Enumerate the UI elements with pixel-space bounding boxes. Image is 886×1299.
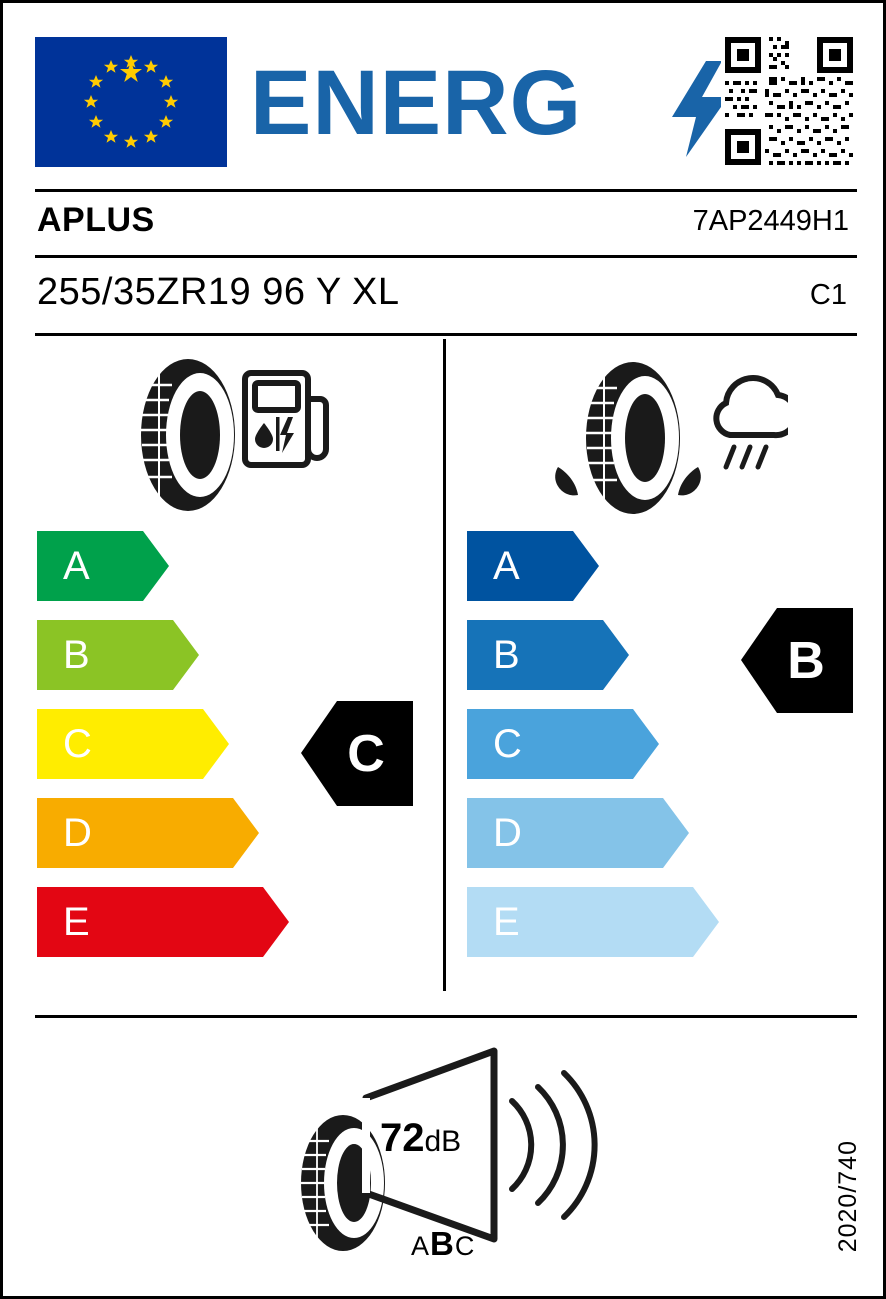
fuel-selected-letter: C [347, 724, 385, 783]
noise-unit: dB [424, 1125, 462, 1158]
wet-grade-b-letter: B [493, 633, 520, 677]
sound-waves-icon [512, 1073, 595, 1217]
tyre-class: C1 [809, 279, 847, 311]
fuel-grade-e-letter: E [63, 900, 90, 944]
noise-class-a: A [411, 1231, 431, 1261]
wet-grade-c [467, 709, 719, 779]
divider-2 [35, 255, 857, 258]
sku-code: 7AP2449H1 [692, 205, 849, 237]
fuel-grade-a-letter: A [63, 544, 90, 588]
wet-selected-letter: B [787, 631, 825, 690]
fuel-efficiency-scale [37, 531, 289, 976]
fuel-grade-b-letter: B [63, 633, 90, 677]
wet-grade-c-letter: C [493, 722, 522, 766]
divider-4 [35, 1015, 857, 1018]
noise-section [288, 1043, 608, 1262]
wet-grade-e [467, 887, 719, 957]
wet-grip-pictogram [538, 355, 788, 520]
fuel-grade-d-letter: D [63, 811, 92, 855]
fuel-grade-d [37, 798, 289, 868]
noise-class-c: C [454, 1231, 476, 1261]
noise-value: 72 [380, 1116, 425, 1160]
rain-cloud-icon [716, 378, 788, 467]
fuel-grade-a [37, 531, 289, 601]
energ-wordmark: ENERG [250, 52, 583, 154]
noise-class-b: B [430, 1225, 455, 1262]
wet-grade-d-letter: D [493, 811, 522, 855]
wet-grade-a [467, 531, 719, 601]
tyre-icon [301, 1115, 385, 1251]
eu-flag-icon [35, 37, 227, 167]
noise-value-group [380, 1118, 461, 1158]
label-header [35, 33, 857, 171]
wet-grade-b [467, 620, 719, 690]
fuel-grade-b [37, 620, 289, 690]
wet-grade-e-letter: E [493, 900, 520, 944]
wet-selected-marker [741, 608, 853, 713]
divider-vertical [443, 339, 446, 991]
fuel-grade-c-letter: C [63, 722, 92, 766]
fuel-efficiency-pictogram [128, 355, 333, 515]
divider-3 [35, 333, 857, 336]
fuel-selected-marker [301, 701, 413, 806]
tyre-splash-icon [555, 362, 701, 514]
fuel-pump-icon [245, 373, 326, 465]
noise-class-scale [411, 1225, 475, 1263]
divider-1 [35, 189, 857, 192]
regulation-code: 2020/740 [834, 1139, 862, 1252]
brand-name: APLUS [37, 201, 155, 239]
fuel-grade-c [37, 709, 289, 779]
wet-grade-a-letter: A [493, 544, 520, 588]
tyre-icon [141, 359, 235, 511]
tyre-size: 255/35ZR19 96 Y XL [37, 271, 400, 313]
qr-code-icon [721, 33, 857, 169]
wet-grade-d [467, 798, 719, 868]
fuel-grade-e [37, 887, 289, 957]
wet-grip-scale [467, 531, 719, 976]
